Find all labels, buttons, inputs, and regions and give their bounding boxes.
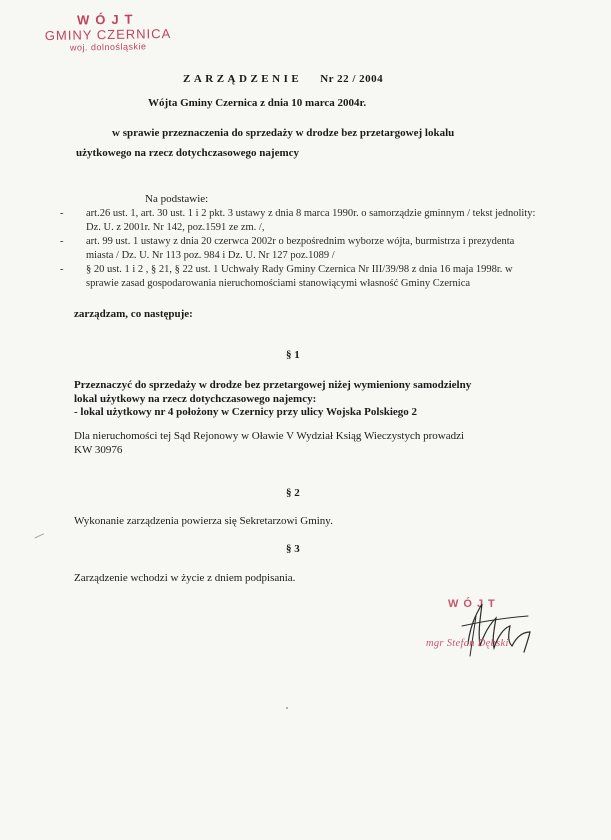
legal-basis-item: [60, 263, 540, 290]
margin-mark: [35, 533, 48, 545]
legal-basis-text: art. 99 ust. 1 ustawy z dnia 20 czerwca 2002r o bezpośrednim wyborze wójta, burmistrza i prezydenta miasta / Dz. U. Nr 113 poz. 984 i Dz. U. Nr 127 poz.1089 /: [86, 236, 515, 261]
legal-basis-list: [60, 207, 540, 291]
section-1-note: [74, 430, 534, 457]
section-1-note-line-1: Dla nieruchomości tej Sąd Rejonowy w Oławie V Wydział Ksiąg Wieczystych prowadzi: [74, 430, 465, 442]
subject-line-1: w sprawie przeznaczenia do sprzedaży w drodze bez przetargowej lokalu: [112, 127, 455, 139]
title-word: ZARZĄDZENIE: [183, 73, 303, 85]
signature-stamp-title: WÓJT: [448, 598, 500, 610]
list-dash: -: [60, 236, 64, 247]
signature-block: [410, 596, 550, 676]
handwritten-signature: [410, 596, 550, 676]
document-title: [183, 73, 383, 85]
legal-basis-text: § 20 ust. 1 i 2 , § 21, § 22 ust. 1 Uchwały Rady Gminy Czernica Nr III/39/98 z dnia 16 maja 1998r. w sprawie zasad gospodarowania nieruchomościami stanowiącymi własność Gminy Czernica: [86, 264, 513, 289]
legal-basis-item: [60, 207, 540, 234]
document-number: Nr 22 / 2004: [320, 73, 384, 85]
decree-line: zarządzam, co następuje:: [74, 308, 193, 320]
section-1-line-3: - lokal użytkowy nr 4 położony w Czernicy przy ulicy Wojska Polskiego 2: [74, 406, 418, 418]
section-3-text: Zarządzenie wchodzi w życie z dniem podpisania.: [74, 572, 296, 584]
list-dash: -: [60, 208, 64, 219]
stamp-line-3: woj. dolnośląskie: [69, 41, 147, 53]
legal-basis-heading: Na podstawie:: [145, 193, 209, 205]
legal-basis-text: art.26 ust. 1, art. 30 ust. 1 i 2 pkt. 3 ustawy z dnia 8 marca 1990r. o samorządzie gminnym / tekst jednolity: Dz. U. z 2001r. Nr 142, poz.1591 ze zm. /,: [86, 208, 536, 233]
official-stamp: [38, 11, 179, 54]
stamp-line-2: GMINY CZERNICA: [44, 25, 172, 44]
stamp-line-1: WÓJT: [76, 11, 139, 28]
list-dash: -: [60, 264, 64, 275]
section-1-body: [74, 379, 544, 420]
section-2-heading: § 2: [286, 487, 300, 499]
section-1-line-1: Przeznaczyć do sprzedaży w drodze bez przetargowej niżej wymieniony samodzielny: [74, 379, 472, 391]
section-1-line-2: lokal użytkowy na rzecz dotychczasowego najemcy:: [74, 392, 317, 405]
scan-speck: [286, 707, 288, 709]
legal-basis-item: [60, 235, 540, 262]
section-2-text: Wykonanie zarządzenia powierza się Sekretarzowi Gminy.: [74, 515, 333, 527]
section-3-heading: § 3: [286, 543, 300, 555]
section-1-heading: § 1: [286, 349, 300, 361]
issuer-line: Wójta Gminy Czernica z dnia 10 marca 2004r.: [148, 97, 367, 109]
subject-line-2: użytkowego na rzecz dotychczasowego najemcy: [76, 147, 299, 159]
section-1-note-line-2: KW 30976: [74, 443, 123, 456]
signatory-name: mgr Stefan Dębski: [426, 638, 509, 649]
